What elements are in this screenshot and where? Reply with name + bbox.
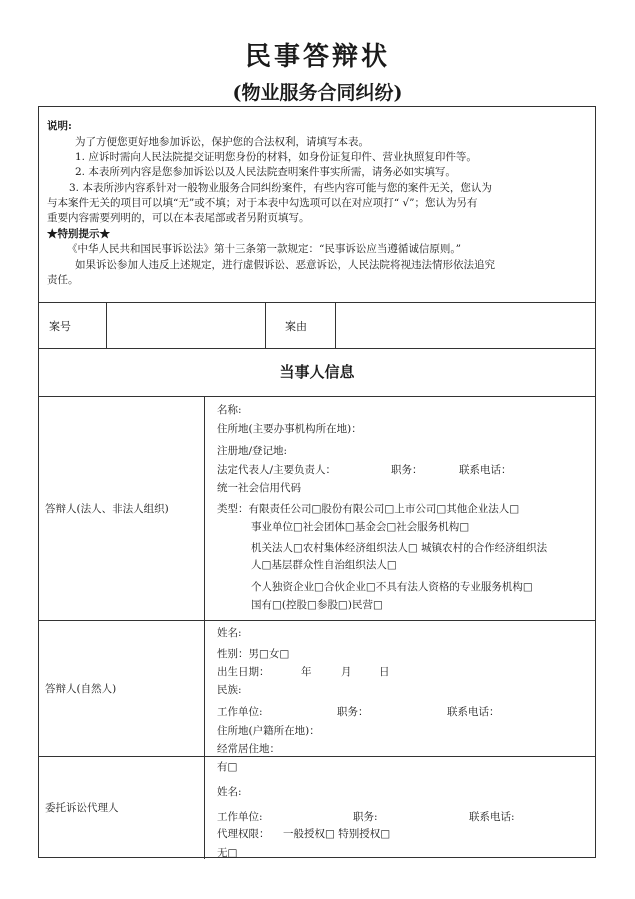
person-birth-field[interactable]: 出生日期： [217,666,270,678]
case-number-field[interactable] [111,318,261,332]
instructions-p2: 1. 应诉时需向人民法院提交证明您身份的材料，如身份证复印件、营业执照复印件等。 [75,151,477,163]
agent-phone-field[interactable]: 联系电话: [469,811,515,823]
case-cause-field[interactable] [341,318,581,332]
person-gender-field[interactable]: 性别：男□女□ [217,648,290,660]
birth-month-label: 月 [341,666,352,678]
case-number-label: 案号 [49,320,71,333]
instructions-p4a: 3. 本表所涉内容系针对一般物业服务合同纠纷案件，有些内容可能与您的案件无关，您认为 [69,182,492,194]
defendant-person-label: 答辩人(自然人) [39,620,205,756]
person-address-field[interactable]: 住所地(户籍所在地)： [217,725,320,737]
agent-row [39,756,595,859]
special-tip-heading: ★特别提示★ [47,228,110,240]
agent-label: 委托诉讼代理人 [39,756,205,859]
instructions-p4c: 重要内容需要列明的，可以在本表尾部或者另附页填写。 [47,212,310,224]
org-credit-code-field[interactable]: 统一社会信用代码 [217,482,301,494]
agent-position-field[interactable]: 职务: [353,811,378,823]
person-name-field[interactable]: 姓名: [217,627,242,639]
case-cause-label: 案由 [285,320,307,333]
document-title: 民事答辩状 [244,42,390,72]
divider [335,302,336,348]
agent-authority-options[interactable]: 一般授权□ 特别授权□ [283,828,391,840]
org-registered-field[interactable]: 注册地/登记地: [217,445,288,457]
instructions-heading: 说明: [47,120,72,132]
org-position-field[interactable]: 职务： [391,464,423,476]
defendant-person-row [39,620,595,757]
org-type-line5[interactable]: 个人独资企业□合伙企业□不具有法人资格的专业服务机构□ [251,581,533,593]
org-type-line4[interactable]: 人□基层群众性自治组织法人□ [251,559,397,571]
org-address-field[interactable]: 住所地(主要办事机构所在地)： [217,423,362,435]
special-tip-law: 《中华人民共和国民事诉讼法》第十三条第一款规定：“民事诉讼应当遵循诚信原则。” [67,243,461,255]
document-subtitle: (物业服务合同纠纷) [232,82,403,104]
birth-year-label: 年 [301,666,312,678]
divider [265,302,266,348]
person-position-field[interactable]: 职务： [337,706,369,718]
org-type-line6[interactable]: 国有□(控股□参股□)民营□ [251,599,383,611]
form-table [38,106,596,858]
birth-day-label: 日 [379,666,390,678]
divider [106,302,107,348]
person-residence-field[interactable]: 经常居住地： [217,743,280,755]
party-info-heading: 当事人信息 [39,348,595,397]
defendant-org-label: 答辩人(法人、非法人组织) [39,396,205,620]
case-info-row [39,302,595,349]
defendant-org-fields [205,396,595,620]
org-rep-field[interactable]: 法定代表人/主要负责人： [217,464,337,476]
special-tip-warning: 如果诉讼参加人违反上述规定，进行虚假诉讼、恶意诉讼，人民法院将视违法情形依法追究 [75,259,495,271]
defendant-org-row [39,396,595,621]
special-tip-warning-end: 责任。 [47,274,79,286]
agent-name-field[interactable]: 姓名: [217,786,242,798]
defendant-person-fields [205,620,595,756]
org-type-line3[interactable]: 机关法人□农村集体经济组织法人□ 城镇农村的合作经济组织法 [251,542,548,554]
agent-no-checkbox[interactable]: 无□ [217,847,238,859]
org-type-line1[interactable]: 类型：有限责任公司□股份有限公司□上市公司□其他企业法人□ [217,503,520,515]
instructions-p3: 2. 本表所列内容是您参加诉讼以及人民法院查明案件事实所需，请务必如实填写。 [75,166,456,178]
instructions-p4b: 与本案件无关的项目可以填“无”或不填；对于本表中勾选项可以在对应项打“ √”；您认为另有 [47,197,478,209]
org-type-line2[interactable]: 事业单位□社会团体□基金会□社会服务机构□ [251,521,470,533]
agent-yes-checkbox[interactable]: 有□ [217,761,238,773]
agent-workplace-field[interactable]: 工作单位: [217,811,263,823]
agent-fields [205,756,595,859]
instructions-block [39,107,595,303]
person-workplace-field[interactable]: 工作单位: [217,706,263,718]
agent-authority-label: 代理权限： [217,828,270,840]
person-phone-field[interactable]: 联系电话： [447,706,500,718]
org-phone-field[interactable]: 联系电话： [459,464,512,476]
person-ethnicity-field[interactable]: 民族: [217,684,242,696]
instructions-p1: 为了方便您更好地参加诉讼，保护您的合法权利，请填写本表。 [75,136,369,148]
org-name-field[interactable]: 名称: [217,404,242,416]
